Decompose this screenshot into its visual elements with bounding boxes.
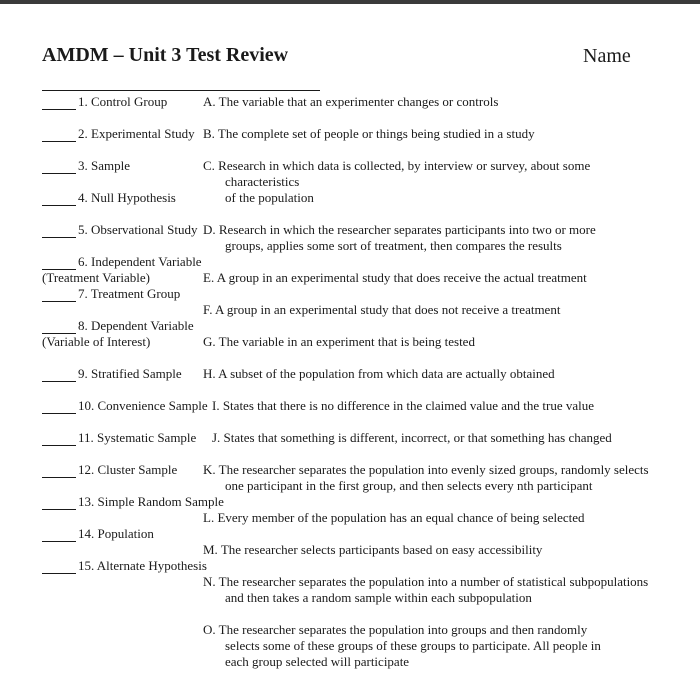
- term-7: 7. Treatment Group: [78, 286, 181, 301]
- definition-o: O. The researcher separates the population into groups and then randomly: [203, 622, 588, 637]
- definition-h: H. A subset of the population from which data are actually obtained: [203, 366, 555, 381]
- definition-k-line-2: one participant in the first group, and then selects every nth participant: [225, 478, 593, 493]
- term-8: 8. Dependent Variable: [78, 318, 194, 333]
- definition-l: L. Every member of the population has an equal chance of being selected: [203, 510, 585, 525]
- term-15: 15. Alternate Hypothesis: [78, 558, 207, 573]
- answer-blank[interactable]: [42, 573, 76, 574]
- answer-blank[interactable]: [42, 381, 76, 382]
- page-title: AMDM – Unit 3 Test Review: [42, 44, 289, 66]
- answer-blank[interactable]: [42, 141, 76, 142]
- definition-o-line-3: each group selected will participate: [225, 654, 410, 669]
- answer-blank[interactable]: [42, 413, 76, 414]
- term-2: 2. Experimental Study: [78, 126, 195, 141]
- definition-d-line-2: groups, applies some sort of treatment, then compares the results: [225, 238, 562, 253]
- term-3: 3. Sample: [78, 158, 130, 173]
- definition-a: A. The variable that an experimenter changes or controls: [203, 94, 499, 109]
- term-14: 14. Population: [78, 526, 154, 541]
- answer-blank[interactable]: [42, 509, 76, 510]
- definition-c: C. Research in which data is collected, by interview or survey, about some: [203, 158, 591, 173]
- term-10: 10. Convenience Sample: [78, 398, 208, 413]
- answer-blank[interactable]: [42, 541, 76, 542]
- definition-f: F. A group in an experimental study that does not receive a treatment: [203, 302, 561, 317]
- definition-n: N. The researcher separates the population into a number of statistical subpopulations: [203, 574, 649, 589]
- term-13: 13. Simple Random Sample: [78, 494, 224, 509]
- definition-b: B. The complete set of people or things being studied in a study: [203, 126, 535, 141]
- term-5: 5. Observational Study: [78, 222, 198, 237]
- term-4: 4. Null Hypothesis: [78, 190, 176, 205]
- term-11: 11. Systematic Sample: [78, 430, 197, 445]
- answer-blank[interactable]: [42, 109, 76, 110]
- definition-j: J. States that something is different, incorrect, or that something has changed: [212, 430, 612, 445]
- term-6-sub: (Treatment Variable): [42, 270, 150, 285]
- name-line: [42, 90, 320, 91]
- definition-k: K. The researcher separates the population into evenly sized groups, randomly selects: [203, 462, 649, 477]
- top-border: [0, 0, 700, 4]
- definition-i: I. States that there is no difference in the claimed value and the true value: [212, 398, 595, 413]
- definition-e: E. A group in an experimental study that does receive the actual treatment: [203, 270, 587, 285]
- term-9: 9. Stratified Sample: [78, 366, 182, 381]
- answer-blank[interactable]: [42, 173, 76, 174]
- name-label: Name: [583, 45, 631, 67]
- term-8-sub: (Variable of Interest): [42, 334, 151, 349]
- definition-m: M. The researcher selects participants based on easy accessibility: [203, 542, 543, 557]
- term-12: 12. Cluster Sample: [78, 462, 178, 477]
- answer-blank[interactable]: [42, 477, 76, 478]
- definition-n-line-2: and then takes a random sample within each subpopulation: [225, 590, 532, 605]
- term-1: 1. Control Group: [78, 94, 168, 109]
- term-6: 6. Independent Variable: [78, 254, 202, 269]
- answer-blank[interactable]: [42, 445, 76, 446]
- definition-d: D. Research in which the researcher separates participants into two or more: [203, 222, 596, 237]
- definition-c-line-2: characteristics: [225, 174, 300, 189]
- definition-o-line-2: selects some of these groups of these groups to participate. All people in: [225, 638, 601, 653]
- answer-blank[interactable]: [42, 205, 76, 206]
- answer-blank[interactable]: [42, 301, 76, 302]
- definition-c-line-3: of the population: [225, 190, 314, 205]
- definition-g: G. The variable in an experiment that is being tested: [203, 334, 475, 349]
- answer-blank[interactable]: [42, 237, 76, 238]
